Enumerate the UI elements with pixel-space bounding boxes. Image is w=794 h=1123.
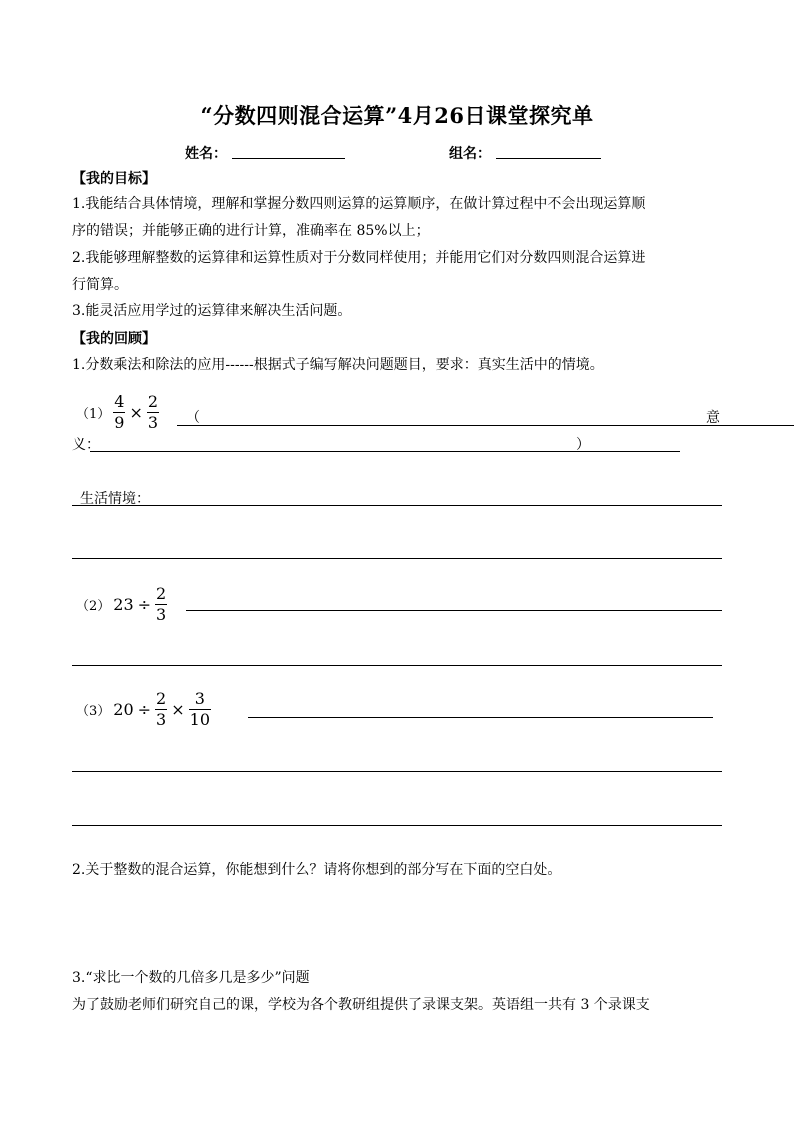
q1-fraction-a [113, 393, 125, 432]
q1-meaning-char-2: 义： [72, 437, 100, 453]
q3-whole: 20 [113, 700, 134, 719]
q2-answer-line-1[interactable] [186, 610, 722, 611]
q1-label: （1） [76, 407, 111, 422]
q1-a-denominator: 9 [114, 413, 125, 432]
q1-meaning-line-2[interactable] [90, 451, 680, 452]
review-item-2: 2.关于整数的混合运算，你能想到什么？请将你想到的部分写在下面的空白处。 [72, 862, 562, 878]
q3-c-numerator: 3 [194, 689, 205, 708]
q1-open-paren: （ [186, 410, 200, 426]
q2-b-denominator: 3 [156, 605, 167, 624]
review-heading: 【我的回顾】 [72, 331, 156, 347]
name-label: 姓名： [185, 146, 227, 162]
q3-answer-line-1[interactable] [248, 717, 713, 718]
q3-expression [76, 690, 211, 729]
page-title: “分数四则混合运算”4月26日课堂探究单 [200, 103, 594, 128]
q1-b-denominator: 3 [147, 413, 159, 432]
q3-b-numerator: 2 [156, 689, 167, 708]
name-field[interactable] [232, 158, 345, 159]
q3-label: （3） [76, 704, 111, 719]
q3-fraction-b [155, 690, 167, 729]
q3-c-denominator: 10 [189, 710, 210, 729]
review-intro: 1.分数乘法和除法的应用------根据式子编写解决问题题目，要求：真实生活中的情境。 [72, 357, 604, 373]
q2-expression [76, 585, 167, 624]
q2-answer-line-2[interactable] [72, 665, 722, 666]
q3-answer-line-2[interactable] [72, 771, 722, 772]
q1-life-line-2[interactable] [72, 558, 722, 559]
goals-heading: 【我的目标】 [72, 171, 156, 187]
q2-whole: 23 [113, 595, 134, 614]
group-label: 组名： [449, 146, 491, 162]
q1-meaning-char-1: 意 [706, 410, 720, 426]
q1-expression [76, 393, 159, 432]
q3-divide-operator: ÷ [137, 700, 152, 719]
q2-divide-operator: ÷ [137, 595, 152, 614]
q3-fraction-c [189, 690, 211, 729]
goal-line-4: 行简算。 [72, 277, 128, 293]
group-field[interactable] [496, 158, 601, 159]
q1-b-numerator: 2 [147, 392, 159, 411]
review-item-3-text: 为了鼓励老师们研究自己的课，学校为各个教研组提供了录课支架。英语组一共有 3 个录课支 [72, 997, 650, 1013]
q3-times-operator: × [171, 700, 185, 719]
q1-life-label: 生活情境： [80, 491, 150, 507]
q1-fraction-b [147, 393, 159, 432]
q2-b-numerator: 2 [156, 584, 167, 603]
q3-answer-line-3[interactable] [72, 825, 722, 826]
goal-line-5: 3.能灵活应用学过的运算律来解决生活问题。 [72, 303, 352, 319]
q3-b-denominator: 3 [156, 710, 167, 729]
goal-line-2: 序的错误；并能够正确的进行计算，准确率在 85%以上； [72, 223, 430, 239]
goal-line-3: 2.我能够理解整数的运算律和运算性质对于分数同样使用；并能用它们对分数四则混合运算进 [72, 250, 646, 266]
q1-a-numerator: 4 [114, 392, 125, 411]
goal-line-1: 1.我能结合具体情境，理解和掌握分数四则运算的运算顺序，在做计算过程中不会出现运算顺 [72, 196, 646, 212]
q2-fraction-b [155, 585, 167, 624]
q1-close-paren: ） [576, 437, 590, 453]
q1-meaning-line-1[interactable] [177, 425, 794, 426]
q1-life-line-1[interactable] [72, 505, 722, 506]
q2-label: （2） [76, 599, 111, 614]
q1-times-operator: × [129, 403, 143, 422]
review-item-3-title: 3.“求比一个数的几倍多几是多少”问题 [72, 970, 310, 986]
